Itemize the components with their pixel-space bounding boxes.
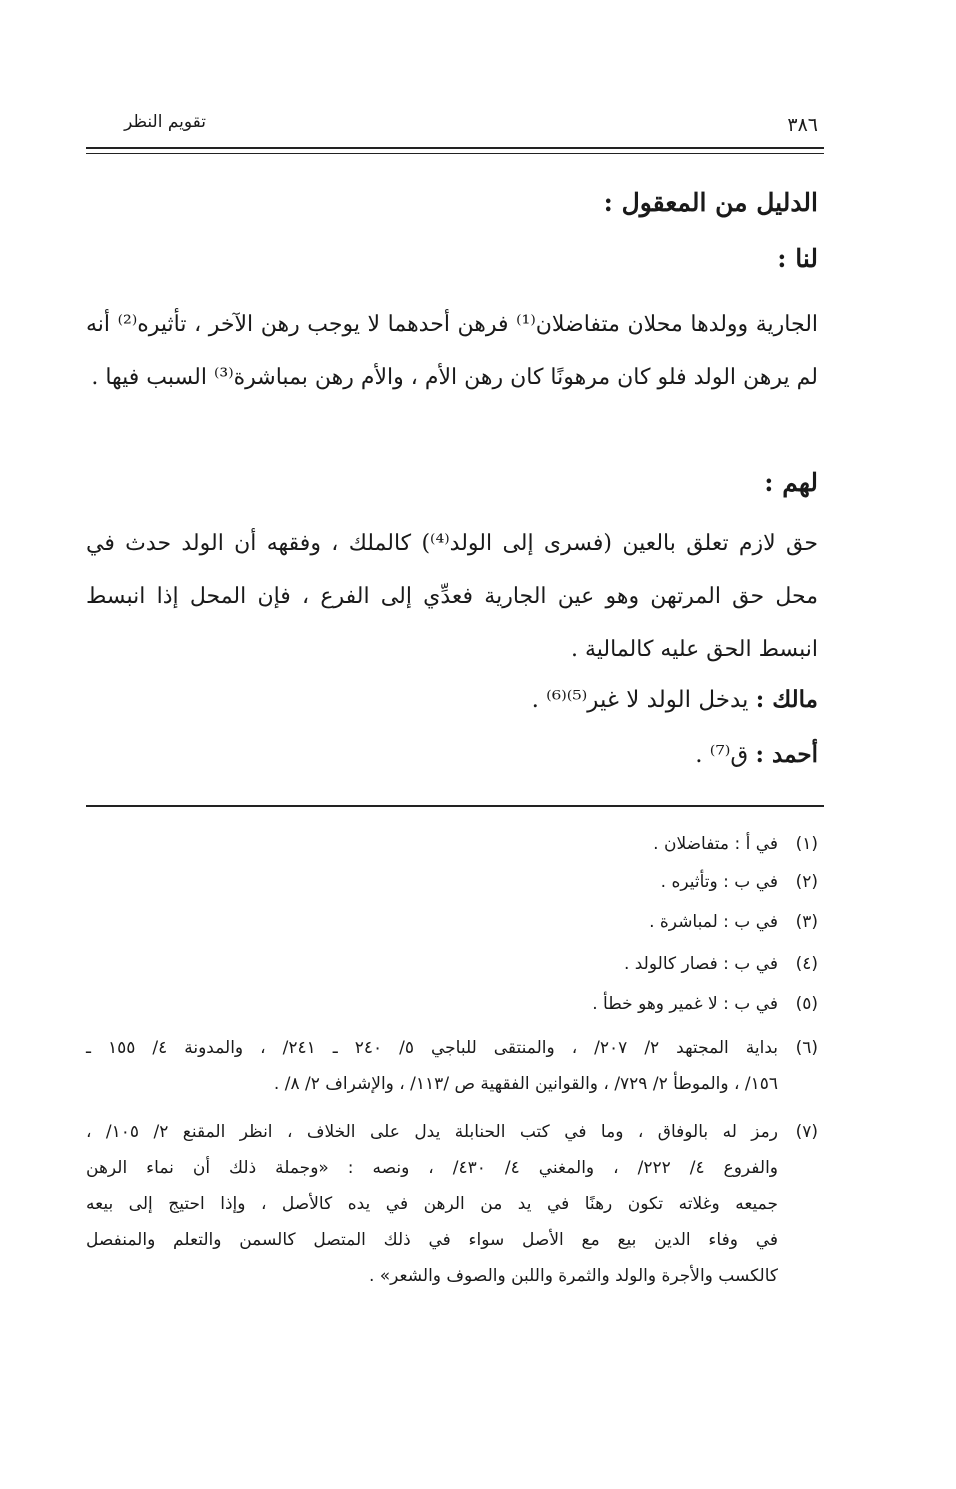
subheading-lana: لنا : [777,244,818,273]
malik-text: يدخل الولد لا غير⁽⁵⁾⁽⁶⁾ . [531,687,749,713]
footnote-text: في ب : لمباشرة . [649,912,778,932]
footnote-number: (١) [795,834,818,854]
footnote-7 [86,1114,818,1294]
footnote-text-line: والفروع ٤/ ٢٢٢/ ، والمغني ٤/ ٤٣٠/ ، ونصه : «وجملة ذلك أن نماء الرهن [86,1158,778,1178]
footnote-text-line: بداية المجتهد ٢/ ٢٠٧/ ، والمنتقى للباجي ٥/ ٢٤٠ ـ ٢٤١/ ، والمدونة ٤/ ١٥٥ ـ [86,1038,778,1058]
ahmad-text: ق⁽⁷⁾ . [695,742,749,768]
malik-label: مالك : [755,686,818,713]
footnote-text-line: في وفاء الدين بيع مع الأصل سواء في ذلك المتصل كالسمن والتعلم والمنفصل [86,1230,778,1250]
footnote-number: (٧) [795,1122,819,1142]
malik-line [532,686,818,713]
header-rule-thin [86,153,824,154]
section-heading: الدليل من المعقول : [603,188,818,217]
footnote-text: في أ : متفاضلان . [653,834,778,854]
ahmad-label: أحمد : [755,741,818,768]
footnote-2 [86,864,818,900]
footnote-number: (٢) [795,872,818,892]
footnote-text-line: جميعه وغلاته تكون رهنًا في يد من الرهن في يده كالأصل ، وإذا احتيج إلى بيعه [86,1194,778,1214]
subheading-lahum: لهم : [764,468,818,497]
footnote-separator [86,805,824,807]
footnote-number: (٦) [795,1038,818,1058]
header-rule-thick [86,147,824,149]
footnote-text: في ب : لا غمير وهو خطأ . [592,994,778,1014]
page-number: ٣٨٦ [787,114,818,136]
footnote-4 [86,946,818,982]
paragraph-lahum: حق لازم تعلق بالعين (فسرى إلى الولد⁽⁴⁾) كالملك ، وفقهه أن الولد حدث في محل حق المرتهن وهو عين الجارية فعدِّي إلى الفرع ، فإن المحل إذا انبسط انبسط الحق عليه كالمالية . [86,531,818,662]
footnote-number: (٤) [795,954,818,974]
footnote-number: (٥) [795,994,818,1014]
footnote-number: (٣) [795,912,818,932]
running-header-title: تقويم النظر [124,112,206,132]
footnote-text: في ب : وتأثيره . [660,872,778,892]
footnote-6 [86,1030,818,1102]
footnote-text-line: ١٥٦/ ، والموطأ ٢/ ٧٢٩/ ، والقوانين الفقهية ص /١١٣/ ، والإشراف ٢/ ٨/ . [273,1074,778,1094]
footnote-1 [86,826,818,862]
ahmad-line [695,741,818,768]
paragraph-lana: الجارية وولدها محلان متفاضلان⁽¹⁾ فرهن أحدهما لا يوجب رهن الآخر ، تأثيره⁽²⁾ أنه لم يرهن الولد فلو كان مرهونًا كان رهن الأم ، والأم رهن بمباشرة⁽³⁾ السبب فيها . [86,312,819,390]
footnote-text-line: كالكسب والأجرة والولد والثمرة واللبن والصوف والشعر» . [368,1266,778,1286]
footnote-text-line: رمز له بالوفاق ، وما في كتب الحنابلة يدل على الخلاف ، انظر المقنع ٢/ ١٠٥/ ، [86,1122,779,1142]
footnote-5 [86,986,818,1022]
footnote-3 [86,904,818,940]
footnote-text: في ب : فصار كالولد . [623,954,778,974]
